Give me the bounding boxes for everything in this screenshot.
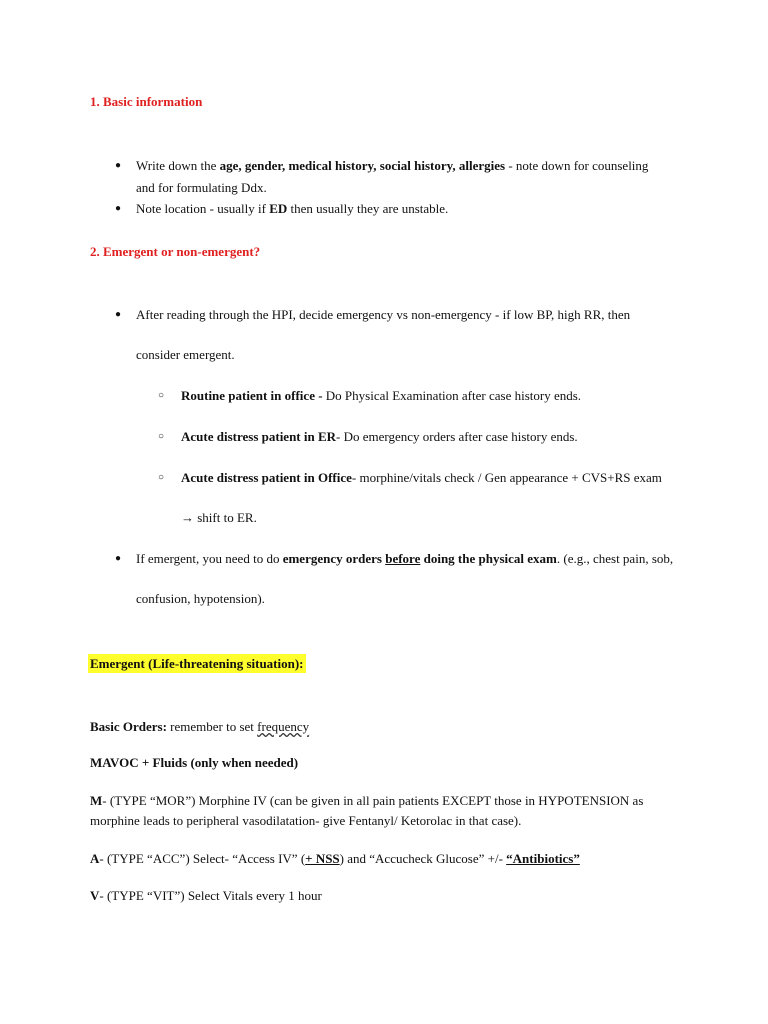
bold-text: V bbox=[90, 888, 100, 903]
section-1-bullet-2 bbox=[136, 201, 448, 217]
bold-text: ED bbox=[269, 201, 288, 216]
section-2-bullet-1: After reading through the HPI, decide emergency vs non-emergency - if low BP, high RR, then bbox=[136, 307, 631, 322]
text: Note location - usually if bbox=[136, 201, 270, 216]
m-line-2: morphine leads to peripheral vasodilatation- give Fentanyl/ Ketorolac in that case). bbox=[90, 813, 522, 828]
hollow-circle-icon: ○ bbox=[158, 472, 165, 483]
a-line bbox=[90, 851, 580, 867]
emergent-heading bbox=[88, 656, 306, 672]
bold-text: age, gender, medical history, social history, allergies bbox=[219, 158, 506, 173]
section-1-bullet-1-line-2: and for formulating Ddx. bbox=[136, 180, 267, 195]
text: If emergent, you need to do bbox=[136, 551, 283, 566]
bullet-icon: ● bbox=[115, 203, 122, 214]
basic-orders-line bbox=[90, 719, 309, 735]
text: then usually they are unstable. bbox=[287, 201, 449, 216]
underlined-bold-text: before bbox=[385, 551, 421, 566]
section-2-bullet-2 bbox=[136, 551, 673, 567]
bullet-icon: ● bbox=[115, 309, 122, 320]
bold-text: doing the physical exam bbox=[420, 551, 557, 566]
highlighted-text: Emergent (Life-threatening situation): bbox=[90, 656, 304, 671]
section-2-bullet-2-line-2: confusion, hypotension). bbox=[136, 591, 265, 606]
text: - Do emergency orders after case history ends. bbox=[336, 429, 578, 444]
text: remember to set bbox=[166, 719, 258, 734]
underlined-bold-text: + NSS bbox=[305, 851, 340, 866]
text: ) and “Accucheck Glucose” +/- bbox=[339, 851, 507, 866]
section-1-heading: 1. Basic information bbox=[90, 94, 203, 109]
bold-text: Acute distress patient in Office bbox=[181, 470, 352, 485]
v-line bbox=[90, 888, 322, 904]
sub-bullet-acute-er bbox=[181, 429, 578, 445]
bold-text: emergency orders bbox=[282, 551, 382, 566]
text: Do Physical Examination after case history ends. bbox=[322, 388, 582, 403]
underlined-bold-text: “Antibiotics” bbox=[506, 851, 580, 866]
hollow-circle-icon: ○ bbox=[158, 390, 165, 401]
bold-text: Acute distress patient in ER bbox=[181, 429, 337, 444]
text: - note down for counseling bbox=[505, 158, 649, 173]
bold-text: M bbox=[90, 793, 103, 808]
text: - (TYPE “VIT”) Select Vitals every 1 hour bbox=[99, 888, 322, 903]
text: - (TYPE “MOR”) Morphine IV (can be given in all pain patients EXCEPT those in HYPOTENSION as bbox=[102, 793, 644, 808]
hollow-circle-icon: ○ bbox=[158, 431, 165, 442]
text: Write down the bbox=[136, 158, 220, 173]
bold-text: Routine patient in office - bbox=[181, 388, 323, 403]
sub-bullet-acute-office bbox=[181, 470, 662, 486]
text: . (e.g., chest pain, sob, bbox=[556, 551, 674, 566]
bold-text: Basic Orders: bbox=[90, 719, 167, 734]
text: - morphine/vitals check / Gen appearance + CVS+RS exam bbox=[351, 470, 662, 485]
section-2-heading: 2. Emergent or non-emergent? bbox=[90, 244, 261, 259]
bullet-icon: ● bbox=[115, 553, 122, 564]
bold-text: A bbox=[90, 851, 100, 866]
m-line bbox=[90, 793, 643, 809]
bullet-icon: ● bbox=[115, 160, 122, 171]
text: - (TYPE “ACC”) Select- “Access IV” ( bbox=[99, 851, 306, 866]
spellcheck-underlined-text: frequency bbox=[257, 719, 310, 734]
section-2-bullet-1-line-2: consider emergent. bbox=[136, 347, 235, 362]
section-1-bullet-1 bbox=[136, 158, 648, 174]
sub-bullet-acute-office-line-2: → shift to ER. bbox=[181, 510, 257, 525]
sub-bullet-routine bbox=[181, 388, 581, 404]
mavoc-line: MAVOC + Fluids (only when needed) bbox=[90, 755, 299, 770]
